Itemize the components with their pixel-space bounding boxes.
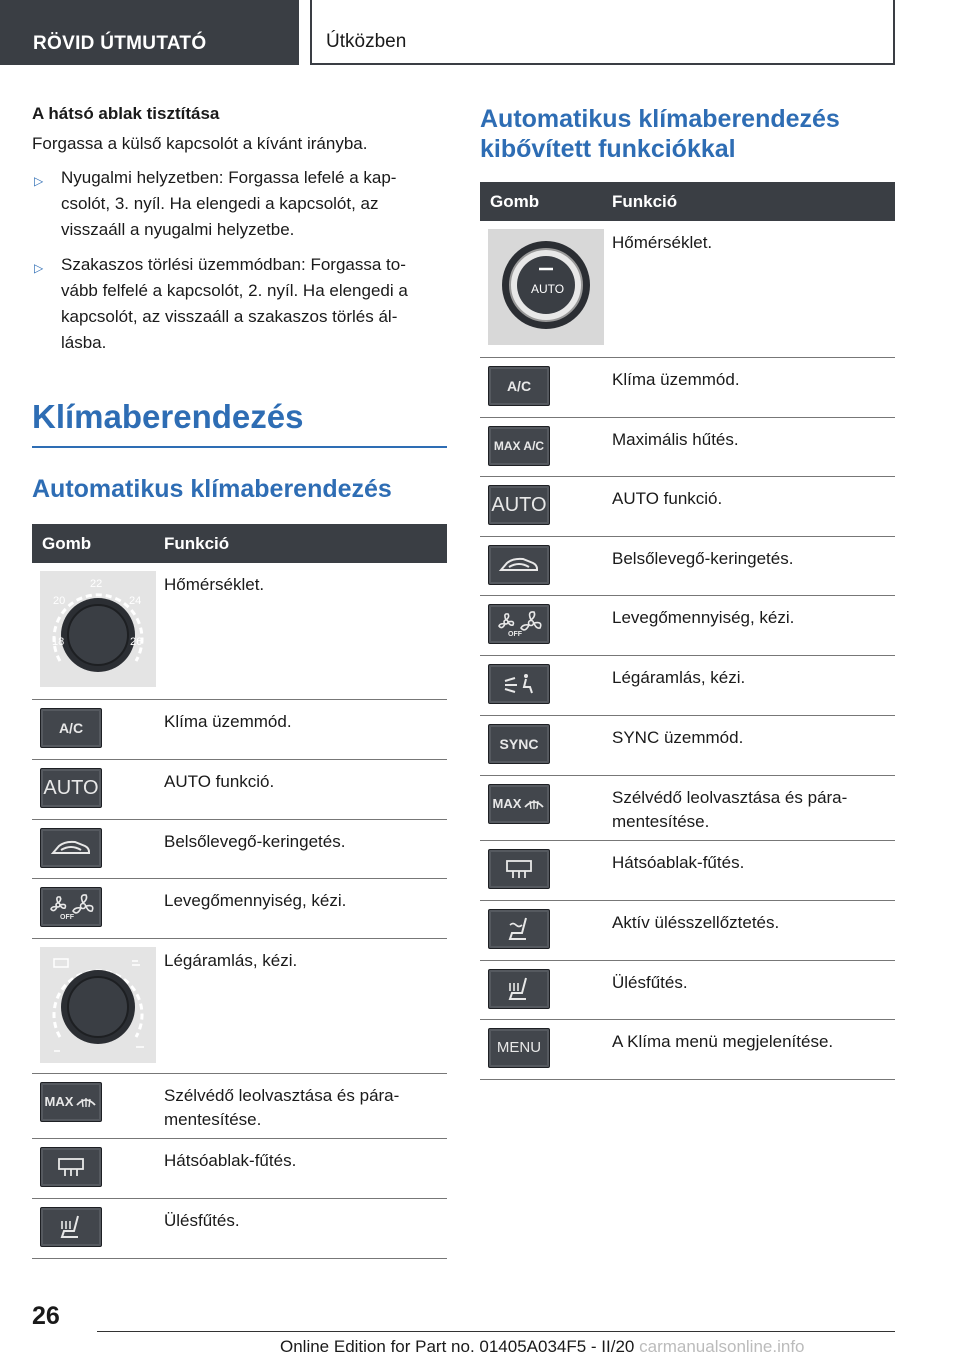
sync-button-icon: SYNC [488,724,550,764]
svg-text:AUTO: AUTO [531,282,565,296]
function-table-extended [480,182,895,1080]
function-table [32,524,447,1259]
header-section: RÖVID ÚTMUTATÓ [0,0,299,65]
subsection-title: Automatikus klímaberendezés kibővített funkciókkal [480,105,840,163]
col-header: Funkció [156,524,447,563]
function-text: AUTO funkció. [156,759,447,819]
temp-auto-knob-icon [488,229,604,345]
function-text: Klíma üzemmód. [156,699,447,759]
auto-button-icon: AUTO [40,768,102,808]
max-defrost-icon: MAX [488,784,550,824]
triangle-icon: ▷ [34,174,44,188]
watermark: carmanualsonline.info [639,1337,805,1356]
table-row [32,1138,447,1198]
function-text: Levegőmennyiség, kézi. [604,595,895,655]
function-text: A Klíma menü megjelenítése. [604,1019,895,1079]
svg-text:OFF: OFF [508,630,522,638]
col-header: Gomb [32,524,156,563]
fan-icon [488,604,550,644]
function-text: Légáramlás, kézi. [604,655,895,715]
table-row [32,759,447,819]
table-row [480,715,895,775]
function-text: Szélvédő leolvasztása és pára- mentesítése. [604,775,895,840]
header-chapter: Útközben [310,0,895,65]
svg-text:26: 26 [130,636,143,648]
svg-text:18: 18 [52,636,65,648]
table-row [480,655,895,715]
function-text: Hátsóablak-fűtés. [156,1138,447,1198]
function-text: Levegőmennyiség, kézi. [156,878,447,938]
svg-text:20: 20 [53,595,66,607]
table-row [480,1019,895,1079]
table-row [480,221,895,357]
function-text: AUTO funkció. [604,476,895,536]
table-row [480,536,895,595]
table-row [480,775,895,840]
triangle-icon: ▷ [34,261,44,275]
table-row [480,595,895,655]
function-text: Ülésfűtés. [156,1198,447,1258]
sub-heading: A hátsó ablak tisztítása [32,104,220,123]
svg-text:OFF: OFF [60,913,74,921]
table-row [480,417,895,476]
seat-heat-icon [40,1207,102,1247]
function-text: Ülésfűtés. [604,960,895,1019]
table-row [32,563,447,699]
svg-text:24: 24 [129,595,142,607]
right-column [480,104,895,1080]
max-defrost-icon: MAX [40,1082,102,1122]
footer-edition: Online Edition for Part no. 01405A034F5 - II/20 carmanualsonline.info [280,1337,805,1356]
table-row [480,900,895,960]
col-header: Gomb [480,182,604,221]
function-text: Belsőlevegő-keringetés. [156,819,447,878]
intro-text: Forgassa a külső kapcsolót a kívánt irányba. [32,134,368,153]
recirculation-icon [488,545,550,585]
table-row [32,938,447,1073]
airflow-icon [488,664,550,704]
table-row [32,1073,447,1138]
table-row [32,699,447,759]
function-text: Maximális hűtés. [604,417,895,476]
table-row [32,819,447,878]
subsection-title: Automatikus klímaberendezés [32,475,392,503]
function-text: Légáramlás, kézi. [156,938,447,1073]
function-text: Szélvédő leolvasztása és pára- mentesítése. [156,1073,447,1138]
page-number: 26 [32,1302,60,1330]
function-text: Hőmérséklet. [156,563,447,699]
ac-button-icon: A/C [40,708,102,748]
airflow-knob-icon [40,947,156,1063]
col-header: Funkció [604,182,895,221]
section-title: Klímaberendezés [32,398,447,448]
svg-text:22: 22 [90,578,103,590]
list-item: ▷ Nyugalmi helyzetben: Forgassa lefelé a kap- csolót, 3. nyíl. Ha elengedi a kapcsolót, az visszaáll a nyugalmi helyzetbe. [34,168,397,239]
function-text: Aktív ülésszellőztetés. [604,900,895,960]
rear-defrost-icon [40,1147,102,1187]
table-row [32,878,447,938]
function-text: SYNC üzemmód. [604,715,895,775]
seat-vent-icon [488,909,550,949]
table-row [480,840,895,900]
function-text: Belsőlevegő-keringetés. [604,536,895,595]
menu-button-icon: MENU [488,1028,550,1068]
recirculation-icon [40,828,102,868]
table-row [32,1198,447,1258]
max-ac-button-icon: MAX A/C [488,426,550,466]
auto-button-icon: AUTO [488,485,550,525]
table-row [480,960,895,1019]
seat-heat-icon [488,969,550,1009]
footer-rule [97,1331,895,1332]
function-text: Hátsóablak-fűtés. [604,840,895,900]
left-column [32,104,447,1259]
table-row [480,476,895,536]
table-row [480,357,895,417]
fan-icon [40,887,102,927]
function-text: Hőmérséklet. [604,221,895,357]
list-item: ▷ Szakaszos törlési üzemmódban: Forgassa to- vább felfelé a kapcsolót, 2. nyíl. Ha elengedi a kapcsolót, az visszaáll a szakaszos törlés ál- lásba. [34,255,408,352]
temp-knob-icon [40,571,156,687]
bullet-list [32,165,447,356]
function-text: Klíma üzemmód. [604,357,895,417]
ac-button-icon: A/C [488,366,550,406]
rear-defrost-icon [488,849,550,889]
